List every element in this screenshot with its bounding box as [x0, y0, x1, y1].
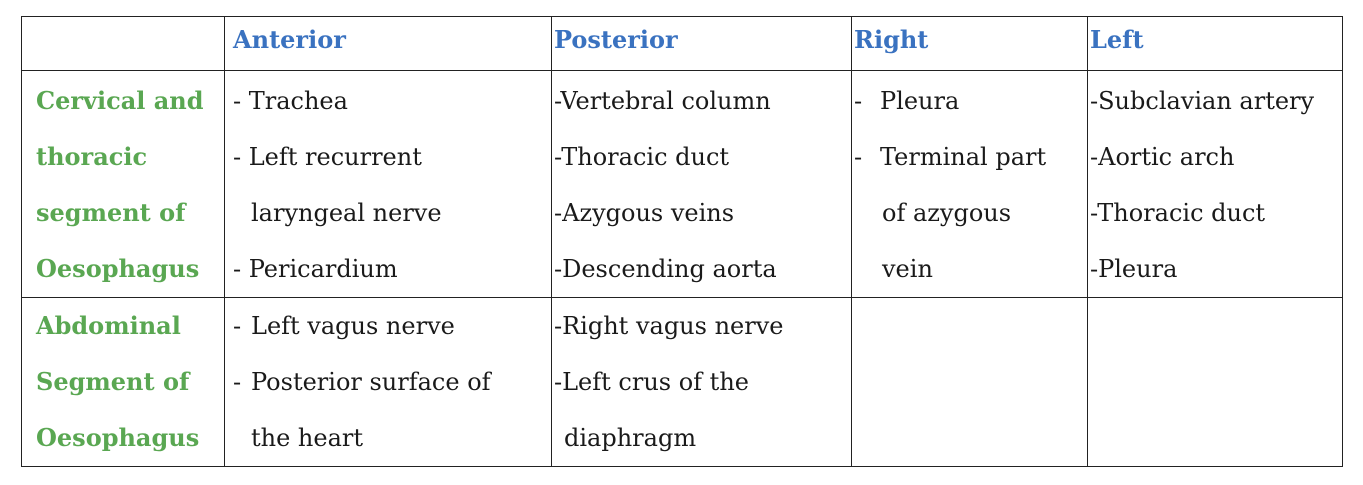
row-label-cervical-thoracic: Cervical and thoracic segment of Oesophagus [22, 71, 225, 298]
list-item: - Pleura [854, 87, 960, 115]
list-item: laryngeal nerve [251, 199, 442, 227]
header-posterior: Posterior [552, 17, 852, 71]
list-item: - Left recurrent [233, 143, 422, 171]
list-item: -Thoracic duct [554, 143, 730, 171]
list-item: -Descending aorta [554, 255, 777, 283]
cell-left [1088, 298, 1343, 467]
cell-posterior [552, 298, 852, 467]
table-row [22, 71, 1343, 298]
list-item: -Vertebral column [554, 87, 771, 115]
list-item: - Terminal part [854, 143, 1047, 171]
list-item: -Aortic arch [1090, 143, 1235, 171]
list-item: - Left vagus nerve [233, 312, 455, 340]
list-item: -Right vagus nerve [554, 312, 784, 340]
list-item: -Pleura [1090, 255, 1178, 283]
table-row [22, 298, 1343, 467]
cell-left [1088, 71, 1343, 298]
cell-anterior [225, 298, 552, 467]
list-item: -Subclavian artery [1090, 87, 1315, 115]
list-item: the heart [251, 424, 364, 452]
list-item: diaphragm [564, 424, 697, 452]
list-item: -Thoracic duct [1090, 199, 1266, 227]
list-item: of azygous [882, 199, 1012, 227]
list-item: - Posterior surface of [233, 368, 491, 396]
list-item: - Trachea [233, 87, 348, 115]
cell-posterior [552, 71, 852, 298]
cell-anterior [225, 71, 552, 298]
corner-cell [22, 17, 225, 71]
header-row [22, 17, 1343, 71]
list-item: - Pericardium [233, 255, 398, 283]
relations-table [21, 16, 1343, 467]
header-anterior: Anterior [225, 17, 552, 71]
row-label-abdominal: Abdominal Segment of Oesophagus [22, 298, 225, 467]
list-item: vein [882, 255, 933, 283]
cell-right [852, 298, 1088, 467]
header-left: Left [1088, 17, 1343, 71]
cell-right [852, 71, 1088, 298]
header-right: Right [852, 17, 1088, 71]
list-item: -Azygous veins [554, 199, 735, 227]
list-item: -Left crus of the [554, 368, 749, 396]
